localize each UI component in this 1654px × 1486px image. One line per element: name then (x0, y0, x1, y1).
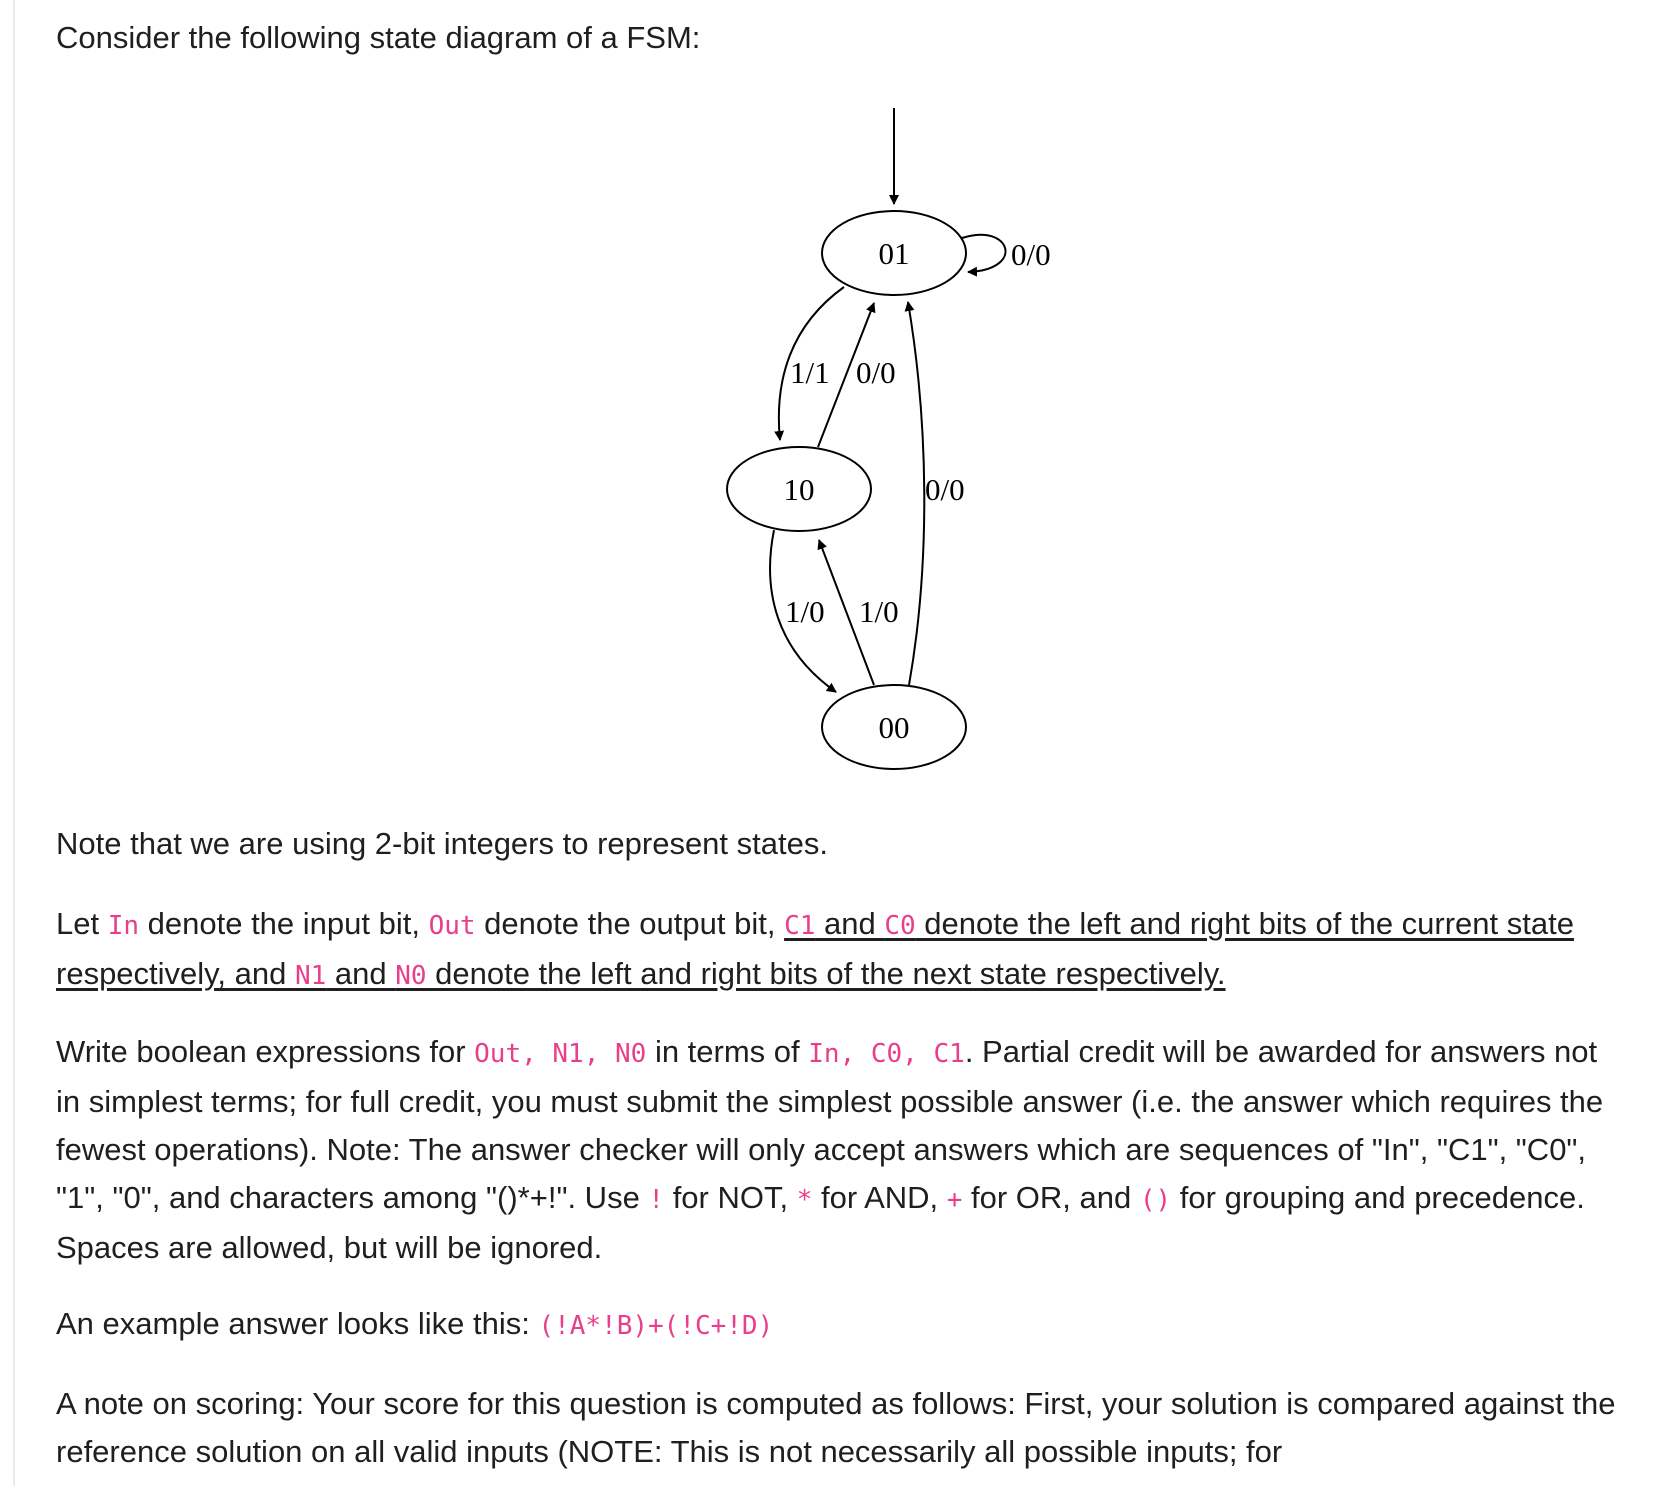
code-outputs: Out, N1, N0 (474, 1039, 647, 1069)
write-text-3: . Partial credit will be awarded for answers not in simplest terms; for full credit, you must submit the simplest possible answer (i.e. the answer which requires the fewest operations). Note: The answer checker will only accept answers which are sequences of "In", "C1", "C0", "1", "0", and characters among "()*+!". Use (56, 1034, 1604, 1215)
code-c1: C1 (784, 911, 816, 941)
fsm-state-diagram (666, 100, 1086, 790)
code-not: ! (648, 1185, 665, 1215)
code-n0: N0 (395, 961, 427, 991)
state-00-label: 00 (878, 710, 910, 745)
edge-00-to-01 (908, 302, 924, 685)
state-10-label: 10 (783, 472, 815, 507)
let-text-7: denote the left and right bits of the next state respectively. (426, 956, 1226, 991)
edge-self-01 (962, 235, 1006, 272)
write-text-6: for OR, and (962, 1180, 1140, 1215)
edge-01-to-10-label: 1/1 (790, 355, 830, 390)
edge-10-to-00-label: 1/0 (785, 594, 825, 629)
example-answer (56, 1300, 773, 1350)
code-or: + (946, 1185, 963, 1215)
edge-00-to-01-label: 0/0 (925, 472, 965, 507)
variables-definition (56, 900, 1626, 1000)
code-inputs: In, C0, C1 (808, 1039, 965, 1069)
code-c0: C0 (884, 911, 916, 941)
write-text-1: Write boolean expressions for (56, 1034, 475, 1069)
edge-self-01-label: 0/0 (1011, 237, 1051, 272)
code-paren: () (1139, 1185, 1172, 1215)
write-text-2: in terms of (646, 1034, 809, 1069)
write-text-7: for grouping and precedence. Spaces are allowed, but will be ignored. (56, 1180, 1585, 1265)
code-out: Out (428, 911, 476, 941)
let-text-4: and (815, 906, 885, 941)
write-text-4: for NOT, (664, 1180, 797, 1215)
state-01-label: 01 (878, 236, 910, 271)
let-text-2: denote the input bit, (139, 906, 429, 941)
left-border (13, 0, 15, 1486)
intro-text: Consider the following state diagram of a FSM: (56, 20, 701, 55)
write-text-5: for AND, (812, 1180, 947, 1215)
edge-10-to-01-label: 0/0 (856, 355, 896, 390)
let-text-3: denote the output bit, (475, 906, 785, 941)
scoring-note: A note on scoring: Your score for this question is computed as follows: First, your solution is compared against the reference solution on all valid inputs (NOTE: This is not necessarily all possible inputs; for (56, 1386, 1616, 1469)
code-and: * (796, 1185, 813, 1215)
note-states-text: Note that we are using 2-bit integers to represent states. (56, 826, 828, 861)
let-text-1: Let (56, 906, 108, 941)
example-text: An example answer looks like this: (56, 1306, 539, 1341)
code-n1: N1 (294, 961, 327, 991)
code-in: In (107, 911, 140, 941)
instructions-paragraph (56, 1028, 1626, 1272)
edge-00-to-10-label: 1/0 (859, 594, 899, 629)
let-text-6: and (326, 956, 396, 991)
let-text-5: denote the left and right bits of the current state respectively, and (56, 906, 1574, 991)
code-example: (!A*!B)+(!C+!D) (538, 1311, 774, 1341)
